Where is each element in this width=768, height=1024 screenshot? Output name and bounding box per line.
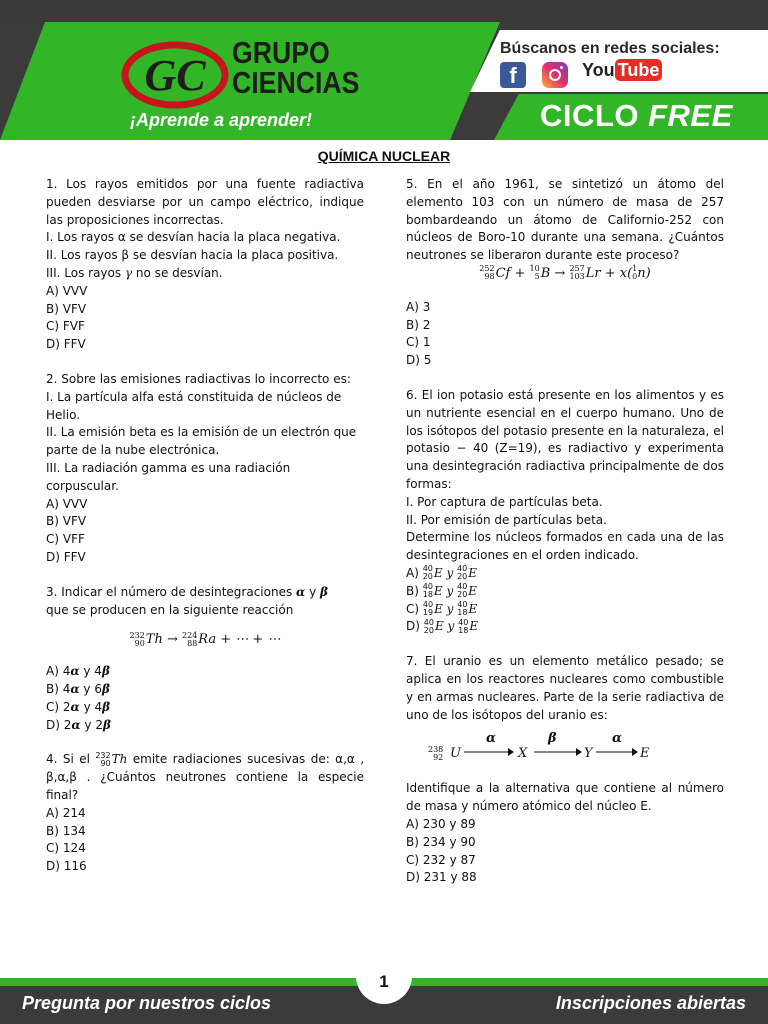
- th-nuclide: 232 90: [129, 630, 145, 648]
- page-title: QUÍMICA NUCLEAR: [317, 148, 451, 164]
- e-symbol: E: [640, 746, 650, 762]
- decay-beta: β: [548, 731, 557, 747]
- q7-option-b: B) 234 y 90: [406, 834, 476, 849]
- q6-intro: 6. El ion potasio está presente en los alimentos y es un nutriente esencial en el cuerpo humano. Uno de los isótopos del potasio presente en la naturaleza, el potasio − 40 (Z=19), es radiactivo y experimenta una desintegración radiactiva principalmente de dos formas:: [406, 387, 724, 491]
- q4-option-d: D) 116: [46, 859, 87, 874]
- q3-option-c: C) 2α y 4β: [46, 699, 111, 714]
- question-7: [406, 653, 724, 887]
- q2-option-d: D) FFV: [46, 549, 86, 564]
- q4-option-a: A) 214: [46, 805, 86, 820]
- q6-ask: Determine los núcleos formados en cada una de las desintegraciones en el orden indicado.: [406, 530, 724, 563]
- arrow-1-icon: [464, 746, 514, 758]
- gamma-symbol: γ: [124, 265, 133, 280]
- th-nuclide-q4: 232 90: [95, 750, 111, 768]
- q2-statement-2: II. La emisión beta es la emisión de un electrón que parte de la nube electrónica.: [46, 425, 357, 458]
- q7-option-d: D) 231 y 88: [406, 870, 477, 885]
- u-nuclide: 238 92: [428, 745, 444, 763]
- q2-statement-1: I. La partícula alfa está constituida de núcleos de Helio.: [46, 389, 342, 422]
- q6-option-b: B) 40 18 E y 40 20 E: [406, 582, 478, 600]
- q2-intro: 2. Sobre las emisiones radiactivas lo incorrecto es:: [46, 371, 351, 386]
- alpha-symbol: α: [117, 230, 126, 245]
- logo-line-ciencias: CIENCIAS: [232, 65, 360, 100]
- q1-option-d: D) FFV: [46, 337, 86, 352]
- ciclo-word: CICLO: [540, 98, 639, 133]
- question-3: [46, 584, 364, 735]
- q3-intro: 3. Indicar el número de desintegraciones α y β: [46, 584, 328, 599]
- social-title: Búscanos en redes sociales:: [500, 40, 720, 57]
- ciclo-free-label: [540, 98, 733, 134]
- youtube-you: You: [582, 60, 615, 80]
- footer-left-text: Pregunta por nuestros ciclos: [22, 993, 272, 1013]
- b-nuclide: 10 5: [529, 264, 540, 282]
- question-6: [406, 387, 724, 636]
- x-symbol: X: [518, 746, 528, 762]
- youtube-tube: Tube: [615, 59, 663, 81]
- q4-intro: 4. Si el 232 90 Th emite radiaciones sucesivas de: α,α , β,α,β . ¿Cuántos neutrones contiene la especie final?: [46, 750, 365, 802]
- q1-statement-2: II. Los rayos β se desvían hacia la placa positiva.: [46, 248, 339, 263]
- q6-statement-1: I. Por captura de partículas beta.: [406, 494, 603, 509]
- q2-option-b: B) VFV: [46, 514, 87, 529]
- q6-statement-2: II. Por emisión de partículas beta.: [406, 512, 607, 527]
- page-number: 1: [379, 972, 389, 991]
- q4-option-b: B) 134: [46, 823, 86, 838]
- slogan: ¡Aprende a aprender!: [130, 110, 313, 130]
- q7-decay-series: [406, 728, 724, 768]
- logo-line-grupo: GRUPO: [232, 35, 330, 70]
- q1-intro: 1. Los rayos emitidos por una fuente radiactiva pueden desviarse por un campo eléctrico, indique las proposiciones incorrectas.: [46, 177, 364, 227]
- q5-option-d: D) 5: [406, 353, 432, 368]
- y-symbol: Y: [584, 746, 593, 762]
- q6-option-d: D) 40 20 E y 40 18 E: [406, 617, 479, 635]
- youtube-icon[interactable]: [582, 60, 662, 81]
- u-symbol: U: [450, 746, 461, 762]
- q5-option-a: A) 3: [406, 299, 431, 314]
- question-4: [46, 751, 364, 876]
- q4-option-c: C) 124: [46, 841, 86, 856]
- q7-option-a: A) 230 y 89: [406, 816, 476, 831]
- q6-option-c: C) 40 19 E y 40 18 E: [406, 600, 478, 618]
- grupo-ciencias-logo-icon: [120, 40, 230, 110]
- logo-initials: GC: [144, 51, 206, 100]
- q5-option-b: B) 2: [406, 317, 431, 332]
- q1-statement-1: I. Los rayos α se desvían hacia la placa negativa.: [46, 230, 341, 245]
- q5-reaction: 252 98 Cf + 10 5 B → 257 103 Lr + x( 1 0 n): [479, 264, 651, 282]
- decay-alpha-1: α: [486, 731, 497, 747]
- q3-intro-2: que se producen en la siguiente reacción: [46, 602, 294, 617]
- instagram-dot: [560, 66, 563, 69]
- q1-option-c: C) FVF: [46, 319, 85, 334]
- instagram-ring: [549, 69, 561, 81]
- q3-reaction: 232 90 Th → 224 88 Ra + ⋯ + ⋯: [129, 630, 281, 648]
- arrow-3-icon: [596, 746, 638, 758]
- beta-symbol: β: [121, 248, 130, 263]
- ra-nuclide: 224 88: [182, 630, 198, 648]
- footer-right-text: Inscripciones abiertas: [555, 993, 746, 1013]
- q2-option-a: A) VVV: [46, 496, 88, 511]
- q7-option-c: C) 232 y 87: [406, 852, 476, 867]
- right-column: [406, 176, 724, 904]
- header-top-bar: [0, 0, 768, 22]
- q3-option-d: D) 2α y 2β: [46, 717, 111, 732]
- n-nuclide: 1 0: [632, 264, 638, 282]
- decay-alpha-2: α: [612, 731, 623, 747]
- q7-intro: 7. El uranio es un elemento metálico pesado; se aplica en los reactores nucleares como combustible y en armas nucleares. Parte de la serie radiactiva de uno de los isótopos del uranio es:: [406, 654, 724, 722]
- question-1: [46, 176, 364, 354]
- instagram-icon[interactable]: [542, 62, 568, 88]
- arrow-2-icon: [534, 746, 582, 758]
- question-2: [46, 371, 364, 567]
- q1-option-b: B) VFV: [46, 301, 87, 316]
- cf-nuclide: 252 98: [479, 264, 495, 282]
- q1-option-a: A) VVV: [46, 283, 88, 298]
- q1-statement-3: III. Los rayos γ no se desvían.: [46, 265, 223, 280]
- q2-option-c: C) VFF: [46, 532, 85, 547]
- q3-option-a: A) 4α y 4β: [46, 664, 110, 679]
- left-column: [46, 176, 364, 893]
- q2-statement-3: III. La radiación gamma es una radiación corpuscular.: [46, 460, 291, 493]
- q5-option-c: C) 1: [406, 335, 431, 350]
- question-5: [406, 176, 724, 370]
- logo-title: [232, 35, 360, 100]
- q6-option-a: A) 40 20 E y 40 20 E: [406, 564, 478, 582]
- q7-ask: Identifique a la alternativa que contiene al número de masa y número atómico del núcleo E.: [406, 781, 724, 814]
- facebook-icon[interactable]: f: [500, 62, 526, 88]
- lr-nuclide: 257 103: [569, 264, 585, 282]
- q5-intro: 5. En el año 1961, se sintetizó un átomo del elemento 103 con un número de masa de 257 bombardeando un átomo de Californio-252 con núcleos de Boro-10 durante una semana. ¿Cuántos neutrones se liberaron durante este proceso?: [406, 177, 724, 263]
- q3-option-b: B) 4α y 6β: [46, 681, 110, 696]
- free-word: FREE: [648, 98, 733, 133]
